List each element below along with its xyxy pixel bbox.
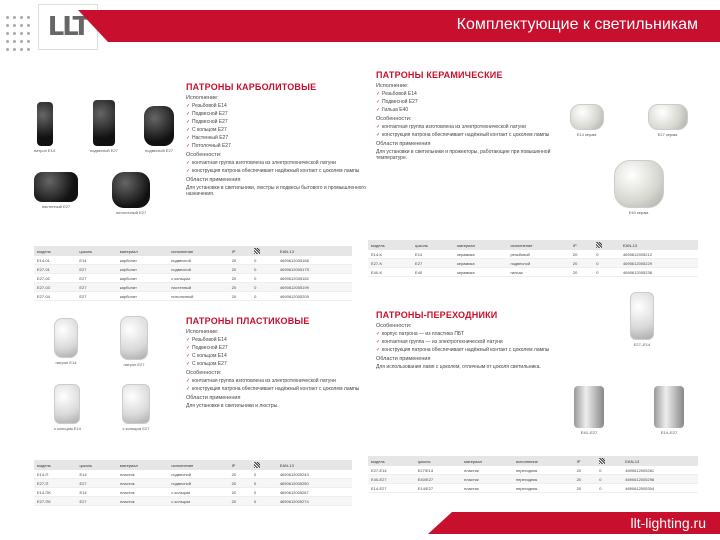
qr-icon — [596, 242, 602, 248]
carbolite-table: модель цоколь материал исполнение IP EAN-13 E14-01 E14 карболит подвесной 20 0 4690612005168 E27-01 E27 карболит подвесной 20 0 4690612005175 E27-02 E27 карболит с кольцом 20 0 4690612005182 E27-03 E27 карболит настенный 20 0 4690612005199 E27-04 E27 карболит потолочный 20 0 4690612005205 — [34, 246, 352, 301]
qr-icon — [599, 458, 605, 464]
section-title: ПАТРОНЫ ПЛАСТИКОВЫЕ — [186, 316, 310, 326]
bullet-list: ✓ Резьбовой E14 ✓ Подвесной E27 ✓ Подвесной E27 ✓ С кольцом E27 ✓ Настенный E27 ✓ Потолочный E27 — [186, 103, 366, 149]
table-row: E27-03 E27 карболит настенный 20 0 4690612005199 — [34, 283, 352, 292]
product-image: патрон E14 — [54, 318, 78, 365]
page-title: Комплектующие к светильникам — [456, 16, 698, 33]
table-row: E14-01 E14 карболит подвесной 20 0 4690612005168 — [34, 256, 352, 265]
decorative-dots — [4, 10, 38, 60]
adapters-table: модель цоколь материал исполнение IP EAN-13 E27-E14 E27/E14 пластик переходник 20 0 4690612005281 E40-E27 E40/E27 пластик переходник 20 0 4690612005298 E14-E27 E14/E27 пластик переходник 20 0 4690612005304 — [368, 456, 698, 493]
section-title: ПАТРОНЫ КАРБОЛИТОВЫЕ — [186, 82, 317, 92]
ceramic-table: модель цоколь материал исполнение IP EAN-13 E14-K E14 керамика резьбовой 20 0 4690612005212 E27-K E27 керамика подвесной 20 0 4690612005229 E40-K E40 керамика гильза 20 0 4690612005236 — [368, 240, 698, 277]
plastic-table: модель цоколь материал исполнение IP EAN-13 E14-П E14 пластик подвесной 20 0 4690612005243 E27-П E27 пластик подвесной 20 0 4690612005250 E14-ПК E14 пластик с кольцом 20 0 4690612005267 E27-ПК E27 пластик с кольцом 20 0 4690612005274 — [34, 460, 352, 506]
table-row: E14-K E14 керамика резьбовой 20 0 4690612005212 — [368, 250, 698, 259]
product-image: E27–E14 — [630, 292, 654, 347]
footer — [0, 514, 720, 540]
table-row: E40-K E40 керамика гильза 20 0 4690612005236 — [368, 268, 698, 277]
qr-icon — [254, 248, 260, 254]
table-row: E27-04 E27 карболит потолочный 20 0 4690612005205 — [34, 292, 352, 301]
ceramic-section: ПАТРОНЫ КЕРАМИЧЕСКИЕ Исполнение: ✓ Резьбовой E14 ✓ Подвесной E27 ✓ Гильза E40 Особенности: ✓ контактная группа изготовлена из электротехнической латуни ✓ конструкция патрона обеспечивает надёжный контакт с цоколем лампы Области применения Для установки в светильники и прожекторы, работающие при повышенной температуре. — [376, 70, 566, 161]
product-image: патрон E27 — [120, 316, 148, 367]
table-row: E40-E27 E40/E27 пластик переходник 20 0 4690612005298 — [368, 475, 698, 484]
product-image: E40 керам. — [614, 160, 664, 215]
product-image: подвесной E27 — [144, 106, 174, 153]
product-image: E40–E27 — [574, 386, 604, 435]
product-image: с кольцом E14 — [54, 384, 81, 431]
product-image: патрон E14 — [34, 102, 55, 153]
product-image: подвесной E27 — [90, 100, 118, 153]
product-image: потолочный E27 — [112, 172, 150, 215]
table-row: E14-E27 E14/E27 пластик переходник 20 0 4690612005304 — [368, 484, 698, 493]
table-row: E14-П E14 пластик подвесной 20 0 4690612005243 — [34, 470, 352, 479]
product-image: настенный E27 — [34, 172, 78, 209]
product-image: с кольцом E27 — [122, 384, 150, 431]
section-title: ПАТРОНЫ-ПЕРЕХОДНИКИ — [376, 310, 498, 320]
table-row: E27-02 E27 карболит с кольцом 20 0 4690612005182 — [34, 274, 352, 283]
table-row: E27-П E27 пластик подвесной 20 0 4690612005250 — [34, 479, 352, 488]
header — [0, 0, 720, 58]
table-row: E27-ПК E27 пластик с кольцом 20 0 4690612005274 — [34, 497, 352, 506]
plastic-section: ПАТРОНЫ ПЛАСТИКОВЫЕ Исполнение: ✓ Резьбовой E14 ✓ Подвесной E27 ✓ С кольцом E14 ✓ С кольцом E27 Особенности: ✓ контактная группа изготовлена из электротехнической латуни ✓ конструкция патрона обеспечивает надёжный контакт с цоколем лампы Области применения Для установки в светильники и люстры. — [186, 316, 366, 409]
product-image: E27 керам. — [648, 104, 688, 137]
section-title: ПАТРОНЫ КЕРАМИЧЕСКИЕ — [376, 70, 503, 80]
table-row: E14-ПК E14 пластик с кольцом 20 0 4690612005267 — [34, 488, 352, 497]
product-image: E14–E27 — [654, 386, 684, 435]
footer-url-link[interactable]: llt-lighting.ru — [630, 515, 706, 531]
catalog-page — [20, 64, 700, 504]
qr-icon — [254, 462, 260, 468]
logo-text: LLT — [47, 12, 89, 42]
table-row: E27-E14 E27/E14 пластик переходник 20 0 4690612005281 — [368, 466, 698, 475]
product-image: E14 керам. — [570, 104, 604, 137]
adapters-section: ПАТРОНЫ-ПЕРЕХОДНИКИ Особенности: ✓ корпус патрона — из пластика ПБТ ✓ контактная группа — из электротехнической латуни ✓ конструкция патрона обеспечивает надёжный контакт с цоколем лампы Области применения Для использования ламп с цоколем, отличным от цоколя светильника. — [376, 310, 576, 370]
carbolite-section: ПАТРОНЫ КАРБОЛИТОВЫЕ Исполнение: ✓ Резьбовой E14 ✓ Подвесной E27 ✓ Подвесной E27 ✓ С кольцом E27 ✓ Настенный E27 ✓ Потолочный E27 Особенности: ✓ контактная группа изготовлена из электротехнической латуни ✓ конструкция патрона обеспечивает надёжный контакт с цоколем лампы Области применения Для установки в светильники, люстры и подвесы бытового и промышленного назначения. — [186, 82, 366, 197]
table-row: E27-K E27 керамика подвесной 20 0 4690612005229 — [368, 259, 698, 268]
table-row: E27-01 E27 карболит подвесной 20 0 4690612005175 — [34, 265, 352, 274]
